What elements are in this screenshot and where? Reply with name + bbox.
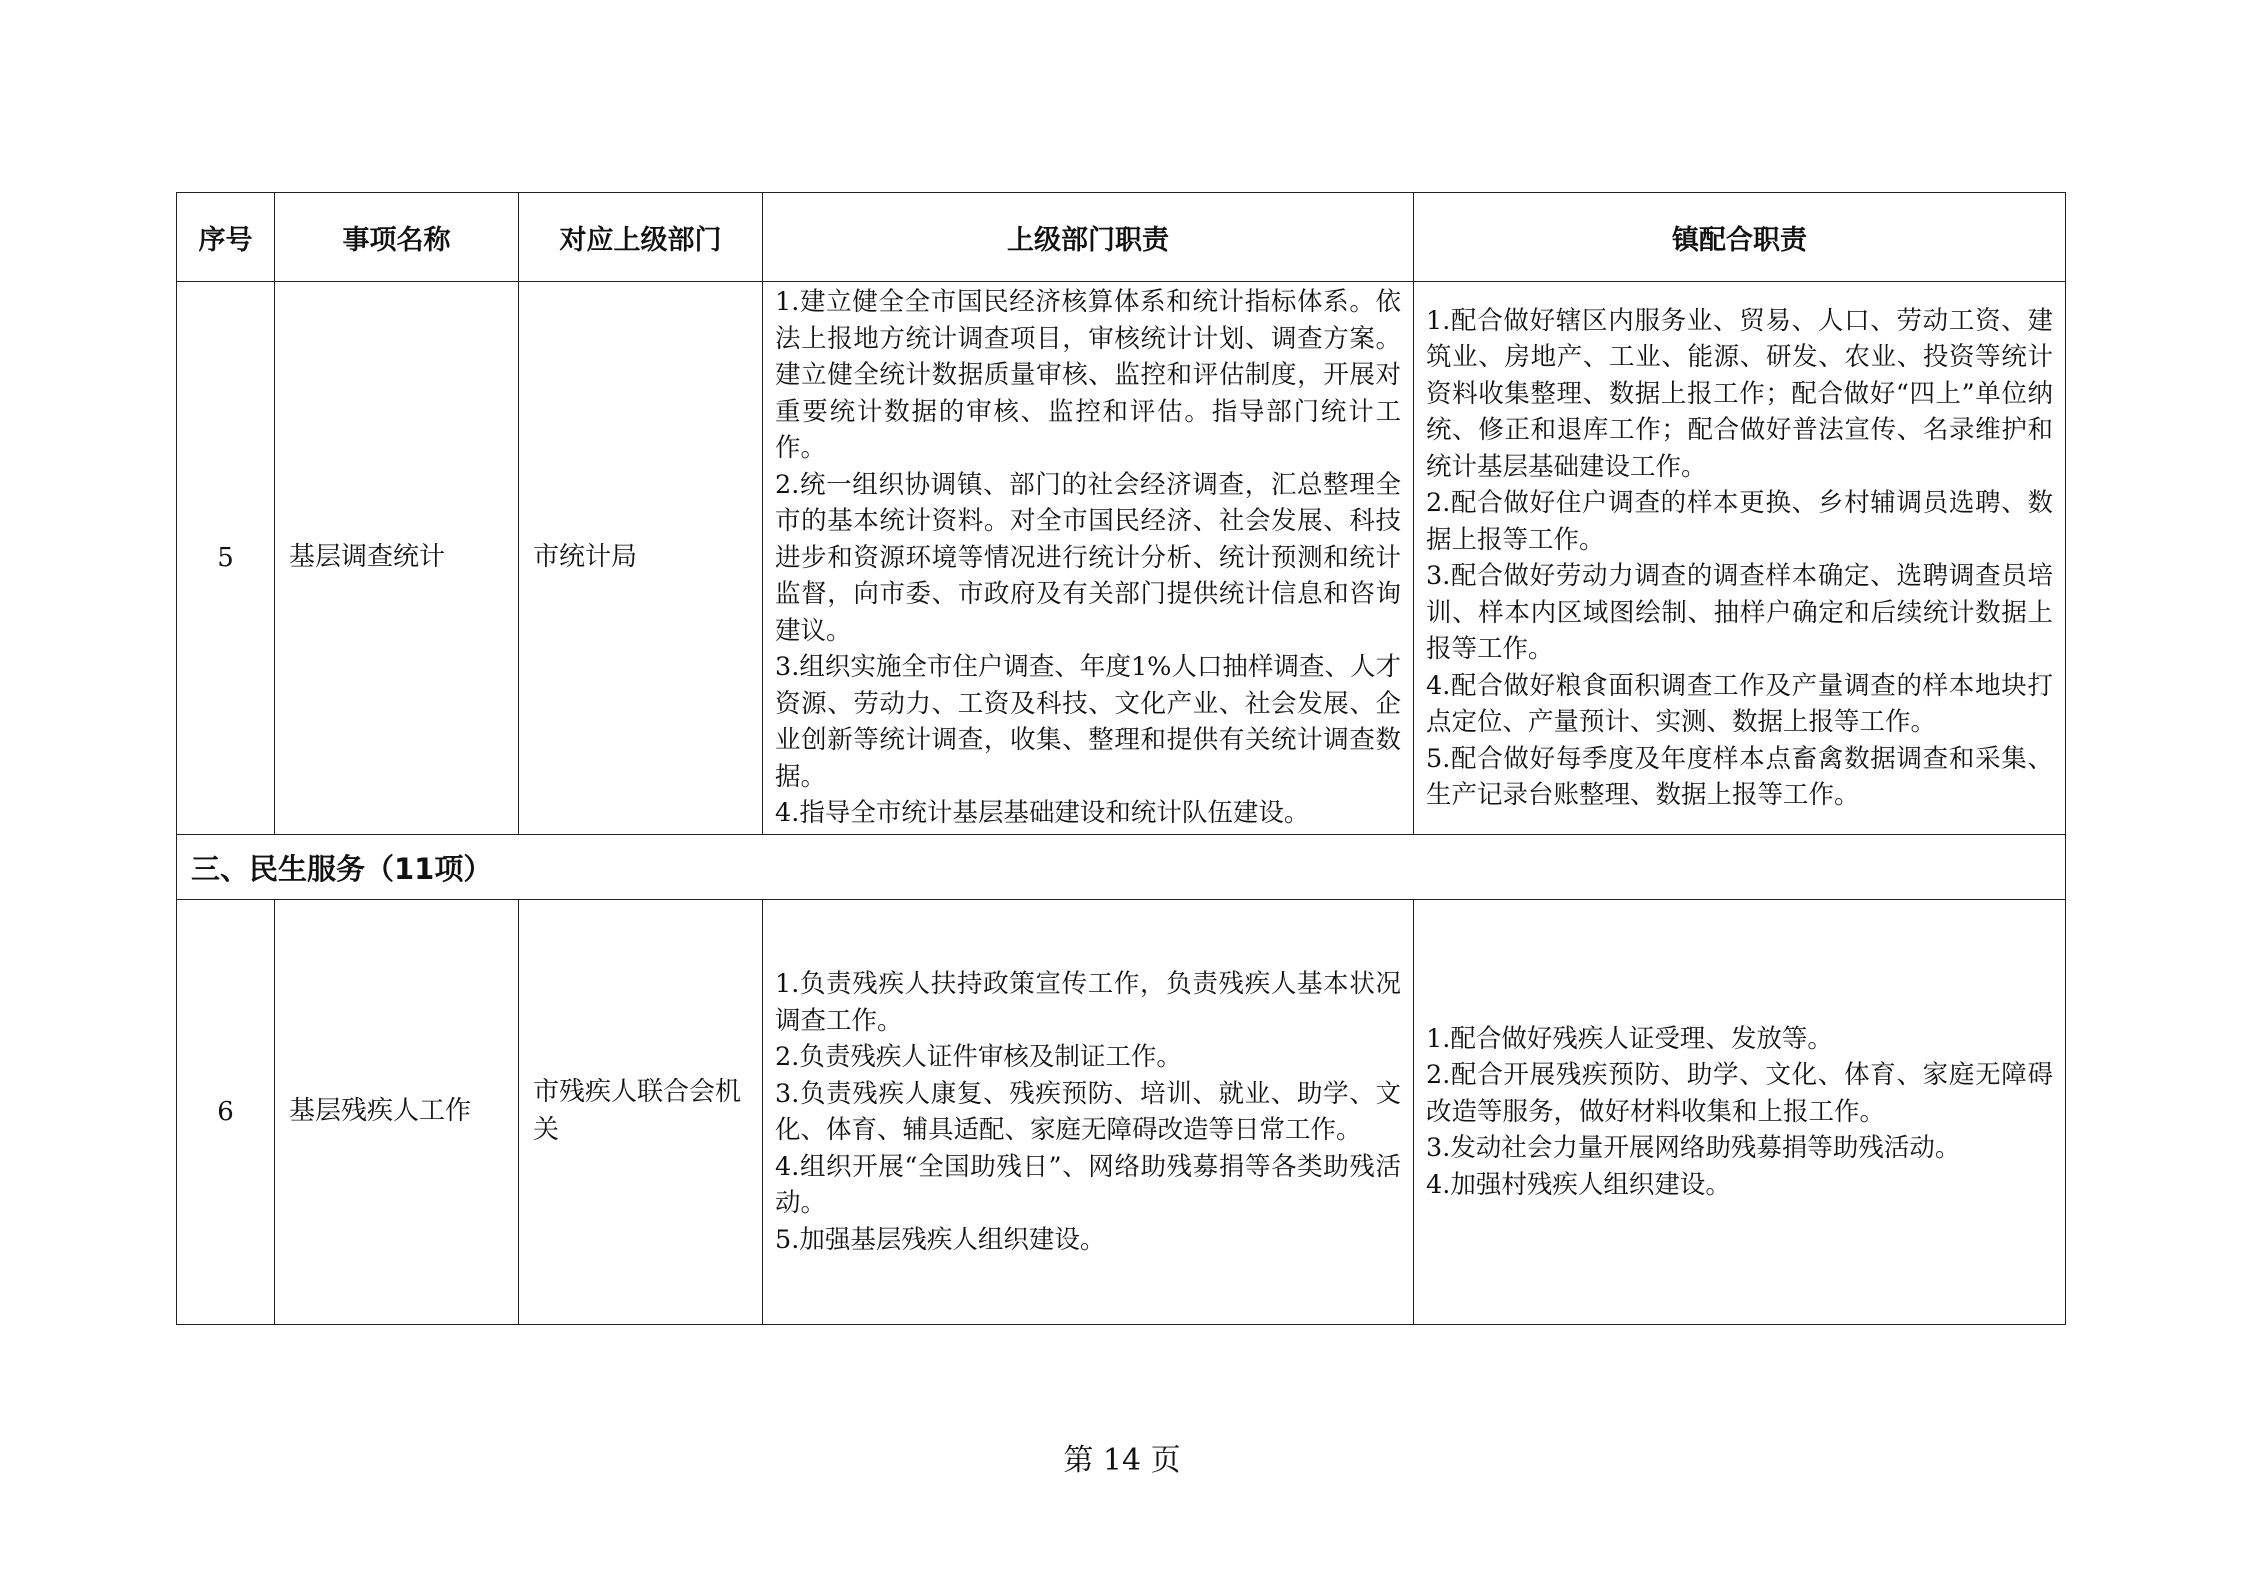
- duty-line: 4.配合做好粮食面积调查工作及产量调查的样本地块打点定位、产量预计、实测、数据上报等工作。: [1426, 670, 2053, 737]
- duty-line: 2.统一组织协调镇、部门的社会经济调查，汇总整理全市的基本统计资料。对全市国民经济、社会发展、科技进步和资源环境等情况进行统计分析、统计预测和统计监督，向市委、市政府及有关部门提供统计信息和咨询建议。: [775, 469, 1401, 646]
- header-item: 事项名称: [275, 193, 519, 282]
- duty-line: 1.负责残疾人扶持政策宣传工作，负责残疾人基本状况调查工作。: [775, 969, 1401, 1036]
- header-dept: 对应上级部门: [519, 193, 763, 282]
- row-item-name: 基层残疾人工作: [275, 900, 519, 1325]
- duty-line: 2.配合开展残疾预防、助学、文化、体育、家庭无障碍改造等服务，做好材料收集和上报工作。: [1426, 1060, 2053, 1127]
- row-item-name: 基层调查统计: [275, 282, 519, 835]
- header-row: [177, 193, 2066, 282]
- duty-line: 1.配合做好辖区内服务业、贸易、人口、劳动工资、建筑业、房地产、工业、能源、研发、农业、投资等统计资料收集整理、数据上报工作；配合做好“四上”单位纳统、修正和退库工作；配合做好普法宣传、名录维护和统计基层基础建设工作。: [1426, 305, 2053, 482]
- duty-line: 5.配合做好每季度及年度样本点畜禽数据调查和采集、生产记录台账整理、数据上报等工作。: [1426, 743, 2053, 810]
- duty-line: 3.组织实施全市住户调查、年度1%人口抽样调查、人才资源、劳动力、工资及科技、文化产业、社会发展、企业创新等统计调查，收集、整理和提供有关统计调查数据。: [775, 652, 1401, 792]
- page-number: 第 14 页: [1063, 1443, 1181, 1478]
- duty-line: 1.配合做好残疾人证受理、发放等。: [1426, 1023, 1833, 1054]
- section-title: 三、民生服务（11项）: [177, 835, 2066, 900]
- duty-line: 3.配合做好劳动力调查的调查样本确定、选聘调查员培训、样本内区域图绘制、抽样户确定和后续统计数据上报等工作。: [1426, 561, 2053, 664]
- header-index: 序号: [177, 193, 275, 282]
- duty-line: 2.负责残疾人证件审核及制证工作。: [775, 1042, 1182, 1072]
- duty-line: 1.建立健全全市国民经济核算体系和统计指标体系。依法上报地方统计调查项目，审核统计计划、调查方案。建立健全统计数据质量审核、监控和评估制度，开展对重要统计数据的审核、监控和评估。指导部门统计工作。: [775, 287, 1401, 464]
- duty-line: 4.指导全市统计基层基础建设和统计队伍建设。: [775, 798, 1310, 829]
- duty-table: [176, 192, 2066, 1325]
- duty-line: 3.负责残疾人康复、残疾预防、培训、就业、助学、文化、体育、辅具适配、家庭无障碍改造等日常工作。: [775, 1078, 1401, 1145]
- row-index: 6: [177, 900, 275, 1325]
- row-dept: 市统计局: [519, 282, 763, 835]
- duty-line: 5.加强基层残疾人组织建设。: [775, 1224, 1106, 1255]
- duty-line: 3.发动社会力量开展网络助残募捐等助残活动。: [1426, 1133, 1961, 1164]
- duty-line: 4.加强村残疾人组织建设。: [1426, 1169, 1731, 1200]
- row-dept: 市残疾人联合会机关: [519, 900, 763, 1325]
- section-row: [177, 835, 2066, 900]
- row-upper-duty: [763, 282, 1414, 835]
- row-upper-duty: [763, 900, 1414, 1325]
- table-row: [177, 900, 2066, 1325]
- row-town-duty: [1414, 900, 2066, 1325]
- header-upper-duty: 上级部门职责: [763, 193, 1414, 282]
- duty-line: 4.组织开展“全国助残日”、网络助残募捐等各类助残活动。: [775, 1151, 1401, 1218]
- table-row: [177, 282, 2066, 835]
- duty-line: 2.配合做好住户调查的样本更换、乡村辅调员选聘、数据上报等工作。: [1426, 488, 2053, 555]
- header-town-duty: 镇配合职责: [1414, 193, 2066, 282]
- row-index: 5: [177, 282, 275, 835]
- row-town-duty: [1414, 282, 2066, 835]
